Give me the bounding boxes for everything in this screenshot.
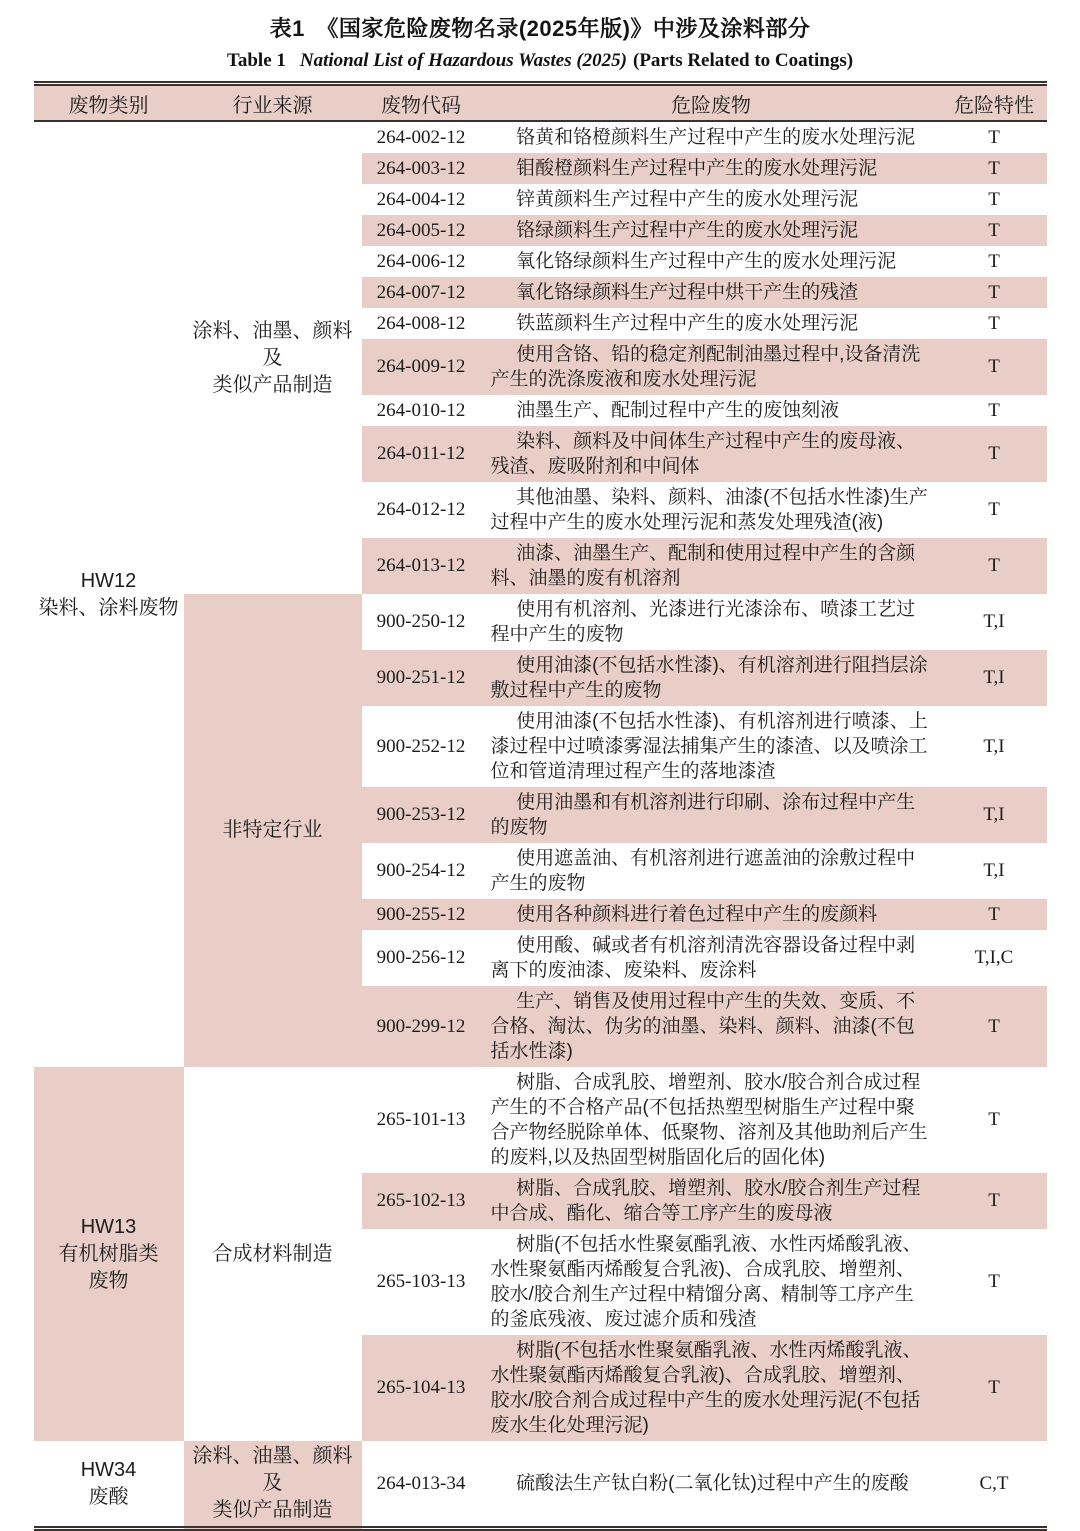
waste-category-line: 染料、涂料废物	[38, 596, 179, 619]
hazardous-waste-description-cell: 氧化铬绿颜料生产过程中烘干产生的残渣	[481, 277, 942, 308]
header-industry-source: 行业来源	[184, 84, 362, 122]
hazardous-waste-description-cell: 使用油漆(不包括水性漆)、有机溶剂进行阻挡层涂敷过程中产生的废物	[481, 650, 942, 706]
hazardous-waste-description-cell: 硫酸法生产钛白粉(二氧化钛)过程中产生的废酸	[481, 1441, 942, 1529]
table-row	[34, 1441, 1047, 1529]
waste-code-cell: 264-011-12	[362, 426, 481, 482]
waste-code-cell: 264-010-12	[362, 395, 481, 426]
hazardous-waste-description-cell: 树脂、合成乳胶、增塑剂、胶水/胶合剂合成过程产生的不合格产品(不包括热塑型树脂生产过程中聚合产物经脱除单体、低聚物、溶剂及其他助剂后产生的废料,以及热固型树脂固化后的固化体)	[481, 1067, 942, 1173]
hazardous-waste-description-cell: 使用含铬、铅的稳定剂配制油墨过程中,设备清洗产生的洗涤废液和废水处理污泥	[481, 339, 942, 395]
hazardous-waste-description-cell: 钼酸橙颜料生产过程中产生的废水处理污泥	[481, 153, 942, 184]
hazardous-waste-description-cell: 铁蓝颜料生产过程中产生的废水处理污泥	[481, 308, 942, 339]
hazard-characteristic-cell: T	[942, 899, 1047, 930]
hazard-characteristic-cell: T	[942, 1229, 1047, 1335]
hazard-characteristic-cell: T	[942, 339, 1047, 395]
hazard-characteristic-cell: T	[942, 1067, 1047, 1173]
hazard-characteristic-cell: T	[942, 538, 1047, 594]
hazard-characteristic-cell: T	[942, 426, 1047, 482]
waste-code-cell: 900-253-12	[362, 787, 481, 843]
hazardous-waste-description-cell: 树脂、合成乳胶、增塑剂、胶水/胶合剂生产过程中合成、酯化、缩合等工序产生的废母液	[481, 1173, 942, 1229]
hazard-characteristic-cell: T	[942, 482, 1047, 538]
waste-code-cell: 265-101-13	[362, 1067, 481, 1173]
industry-source-cell	[184, 121, 362, 594]
table-number-label: Table 1	[226, 50, 286, 71]
waste-category-line: 有机树脂类	[58, 1242, 159, 1265]
table-row	[34, 121, 1047, 153]
table-body	[34, 121, 1047, 1529]
waste-code-cell: 264-009-12	[362, 339, 481, 395]
table-row	[34, 1067, 1047, 1173]
hazardous-waste-description-cell: 树脂(不包括水性聚氨酯乳液、水性丙烯酸乳液、水性聚氨酯丙烯酸复合乳液)、合成乳胶、增塑剂、胶水/胶合剂合成过程中产生的废水处理污泥(不包括废水生化处理污泥)	[481, 1335, 942, 1441]
hazardous-waste-description-cell: 使用酸、碱或者有机溶剂清洗容器设备过程中剥离下的废油漆、废染料、废涂料	[481, 930, 942, 986]
hazardous-waste-description-cell: 使用有机溶剂、光漆进行光漆涂布、喷漆工艺过程中产生的废物	[481, 594, 942, 650]
hazard-characteristic-cell: C,T	[942, 1441, 1047, 1529]
hazard-characteristic-cell: T	[942, 153, 1047, 184]
industry-source-line: 类似产品制造	[212, 373, 333, 396]
waste-code-cell: 265-103-13	[362, 1229, 481, 1335]
waste-code-cell: 900-250-12	[362, 594, 481, 650]
hazardous-waste-description-cell: 染料、颜料及中间体生产过程中产生的废母液、残渣、废吸附剂和中间体	[481, 426, 942, 482]
waste-code-cell: 264-002-12	[362, 121, 481, 153]
industry-source-line: 涂料、油墨、颜料及	[192, 319, 353, 369]
waste-code-cell: 264-013-34	[362, 1441, 481, 1529]
waste-code-cell: 264-012-12	[362, 482, 481, 538]
industry-source-cell	[184, 1441, 362, 1529]
hazardous-waste-description-cell: 锌黄颜料生产过程中产生的废水处理污泥	[481, 184, 942, 215]
waste-code-cell: 265-102-13	[362, 1173, 481, 1229]
waste-code-cell: 264-006-12	[362, 246, 481, 277]
waste-code-cell: 900-299-12	[362, 986, 481, 1067]
header-hazardous-waste: 危险废物	[481, 84, 942, 122]
waste-category-line: 废物	[88, 1269, 129, 1292]
hazardous-waste-table	[34, 81, 1047, 1531]
hazard-characteristic-cell: T,I	[942, 706, 1047, 787]
waste-code-cell: 264-007-12	[362, 277, 481, 308]
hazard-characteristic-cell: T	[942, 986, 1047, 1067]
waste-code-cell: 264-003-12	[362, 153, 481, 184]
hazard-characteristic-cell: T	[942, 246, 1047, 277]
table-title-en	[0, 50, 1080, 72]
hazard-characteristic-cell: T	[942, 308, 1047, 339]
waste-code-cell: 265-104-13	[362, 1335, 481, 1441]
hazard-characteristic-cell: T,I	[942, 787, 1047, 843]
header-waste-code: 废物代码	[362, 84, 481, 122]
table-header-row	[34, 84, 1047, 122]
waste-category-line: HW12	[80, 569, 137, 592]
industry-source-line: 类似产品制造	[212, 1499, 333, 1521]
industry-source-line: 涂料、油墨、颜料及	[192, 1445, 353, 1494]
waste-category-line: HW34	[80, 1458, 137, 1481]
waste-category-cell	[34, 121, 184, 1067]
header-waste-category: 废物类别	[34, 84, 184, 122]
table-title-zh: 表1 《国家危险废物名录(2025年版)》中涉及涂料部分	[269, 16, 811, 41]
hazardous-waste-description-cell: 氧化铬绿颜料生产过程中产生的废水处理污泥	[481, 246, 942, 277]
hazardous-waste-description-cell: 使用油墨和有机溶剂进行印刷、涂布过程中产生的废物	[481, 787, 942, 843]
table-title-en-italic: National List of Hazardous Wastes (2025)	[299, 50, 627, 71]
hazard-characteristic-cell: T	[942, 1335, 1047, 1441]
hazardous-waste-description-cell: 使用油漆(不包括水性漆)、有机溶剂进行喷漆、上漆过程中过喷漆雾湿法捕集产生的漆渣、以及喷涂工位和管道清理过程产生的落地漆渣	[481, 706, 942, 787]
waste-code-cell: 264-005-12	[362, 215, 481, 246]
hazard-characteristic-cell: T	[942, 215, 1047, 246]
hazard-characteristic-cell: T,I,C	[942, 930, 1047, 986]
hazardous-waste-description-cell: 油漆、油墨生产、配制和使用过程中产生的含颜料、油墨的废有机溶剂	[481, 538, 942, 594]
hazard-characteristic-cell: T,I	[942, 843, 1047, 899]
hazardous-waste-description-cell: 生产、销售及使用过程中产生的失效、变质、不合格、淘汰、伪劣的油墨、染料、颜料、油漆(不包括水性漆)	[481, 986, 942, 1067]
hazardous-waste-description-cell: 油墨生产、配制过程中产生的废蚀刻液	[481, 395, 942, 426]
industry-source-line: 合成材料制造	[212, 1242, 333, 1265]
hazard-characteristic-cell: T	[942, 395, 1047, 426]
industry-source-cell	[184, 1067, 362, 1441]
waste-code-cell: 264-008-12	[362, 308, 481, 339]
hazardous-waste-description-cell: 铬绿颜料生产过程中产生的废水处理污泥	[481, 215, 942, 246]
hazardous-waste-description-cell: 使用遮盖油、有机溶剂进行遮盖油的涂敷过程中产生的废物	[481, 843, 942, 899]
industry-source-cell	[184, 594, 362, 1067]
hazard-characteristic-cell: T,I	[942, 650, 1047, 706]
hazard-characteristic-cell: T,I	[942, 594, 1047, 650]
hazard-characteristic-cell: T	[942, 121, 1047, 153]
waste-category-cell	[34, 1441, 184, 1529]
header-hazard-characteristic: 危险特性	[942, 84, 1047, 122]
hazardous-waste-description-cell: 使用各种颜料进行着色过程中产生的废颜料	[481, 899, 942, 930]
hazard-characteristic-cell: T	[942, 184, 1047, 215]
hazardous-waste-description-cell: 其他油墨、染料、颜料、油漆(不包括水性漆)生产过程中产生的废水处理污泥和蒸发处理残渣(液)	[481, 482, 942, 538]
waste-code-cell: 900-252-12	[362, 706, 481, 787]
waste-code-cell: 900-256-12	[362, 930, 481, 986]
waste-category-line: 废酸	[88, 1485, 129, 1508]
industry-source-line: 非特定行业	[222, 819, 323, 841]
table-row	[34, 594, 1047, 650]
waste-category-line: HW13	[80, 1215, 137, 1238]
table-title-en-suffix: (Parts Related to Coatings)	[633, 50, 854, 71]
waste-code-cell: 900-254-12	[362, 843, 481, 899]
waste-code-cell: 900-251-12	[362, 650, 481, 706]
waste-code-cell: 900-255-12	[362, 899, 481, 930]
hazardous-waste-description-cell: 树脂(不包括水性聚氨酯乳液、水性丙烯酸乳液、水性聚氨酯丙烯酸复合乳液)、合成乳胶、增塑剂、胶水/胶合剂生产过程中精馏分离、精制等工序产生的釜底残液、废过滤介质和残渣	[481, 1229, 942, 1335]
hazard-characteristic-cell: T	[942, 1173, 1047, 1229]
waste-category-cell	[34, 1067, 184, 1441]
waste-code-cell: 264-004-12	[362, 184, 481, 215]
hazardous-waste-description-cell: 铬黄和铬橙颜料生产过程中产生的废水处理污泥	[481, 121, 942, 153]
waste-code-cell: 264-013-12	[362, 538, 481, 594]
hazard-characteristic-cell: T	[942, 277, 1047, 308]
